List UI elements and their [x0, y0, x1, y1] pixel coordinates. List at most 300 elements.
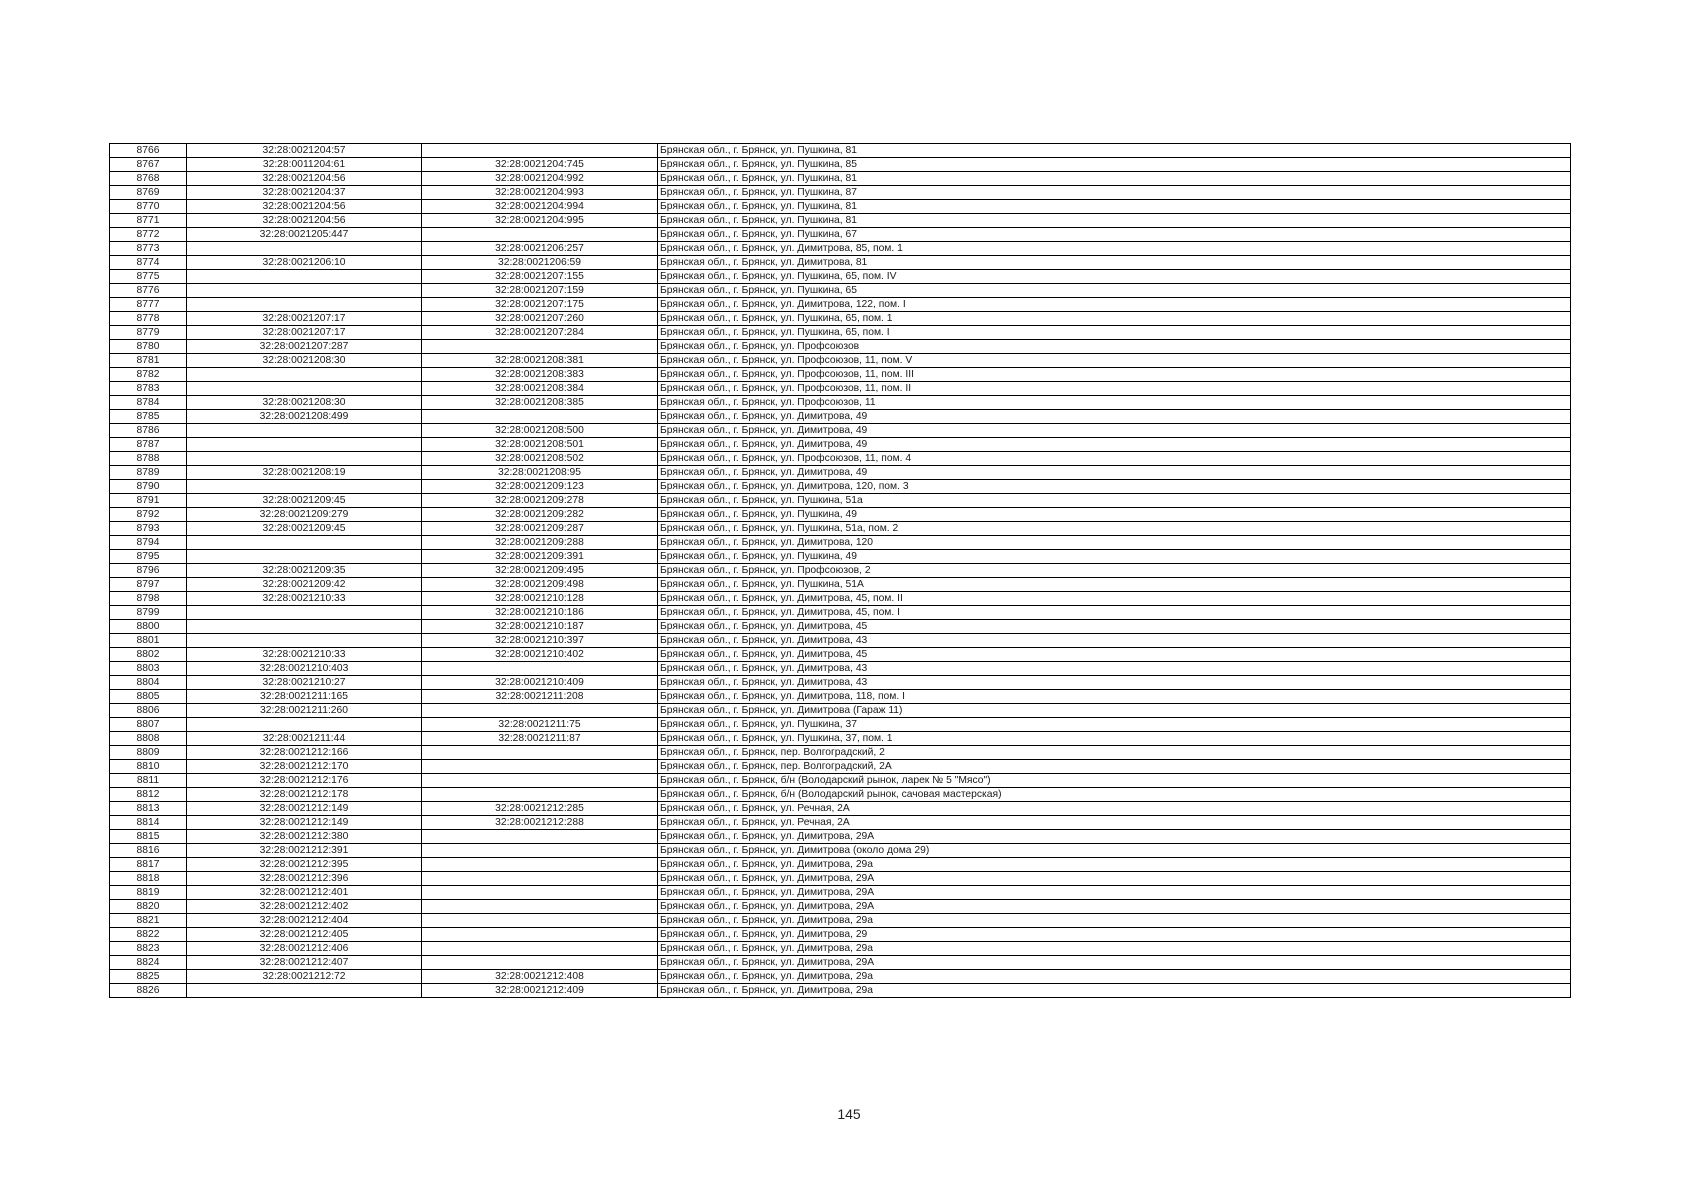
address-cell: Брянская обл., г. Брянск, б/н (Володарский рынок, ларек № 5 "Мясо"): [658, 774, 1571, 788]
land-cadastral-number-cell: 32:28:0021204:56: [187, 200, 422, 214]
table-row: [110, 690, 1571, 704]
address-cell: Брянская обл., г. Брянск, ул. Речная, 2А: [658, 802, 1571, 816]
table-row: [110, 340, 1571, 354]
address-cell: Брянская обл., г. Брянск, ул. Димитрова, 45: [658, 648, 1571, 662]
land-cadastral-number-cell: [187, 480, 422, 494]
land-cadastral-number-cell: [187, 298, 422, 312]
address-cell: Брянская обл., г. Брянск, ул. Димитрова, 49: [658, 466, 1571, 480]
row-number-cell: 8826: [110, 984, 187, 998]
table-row: [110, 480, 1571, 494]
object-cadastral-number-cell: 32:28:0021206:257: [422, 242, 658, 256]
table-row: [110, 858, 1571, 872]
table-row: [110, 760, 1571, 774]
land-cadastral-number-cell: [187, 536, 422, 550]
land-cadastral-number-cell: [187, 550, 422, 564]
address-cell: Брянская обл., г. Брянск, ул. Профсоюзов, 11, пом. V: [658, 354, 1571, 368]
table-row: [110, 704, 1571, 718]
address-cell: Брянская обл., г. Брянск, ул. Пушкина, 49: [658, 550, 1571, 564]
table-row: [110, 746, 1571, 760]
object-cadastral-number-cell: 32:28:0021208:381: [422, 354, 658, 368]
row-number-cell: 8803: [110, 662, 187, 676]
object-cadastral-number-cell: [422, 914, 658, 928]
row-number-cell: 8778: [110, 312, 187, 326]
table-row: [110, 466, 1571, 480]
table-row: [110, 550, 1571, 564]
row-number-cell: 8809: [110, 746, 187, 760]
object-cadastral-number-cell: 32:28:0021209:123: [422, 480, 658, 494]
object-cadastral-number-cell: [422, 956, 658, 970]
land-cadastral-number-cell: 32:28:0021212:178: [187, 788, 422, 802]
address-cell: Брянская обл., г. Брянск, ул. Димитрова, 120: [658, 536, 1571, 550]
address-cell: Брянская обл., г. Брянск, ул. Пушкина, 51а: [658, 494, 1571, 508]
address-cell: Брянская обл., г. Брянск, ул. Пушкина, 67: [658, 228, 1571, 242]
address-cell: Брянская обл., г. Брянск, ул. Пушкина, 81: [658, 214, 1571, 228]
page-number: 145: [837, 1106, 861, 1122]
land-cadastral-number-cell: 32:28:0021204:56: [187, 172, 422, 186]
land-cadastral-number-cell: 32:28:0021204:57: [187, 144, 422, 158]
table-row: [110, 522, 1571, 536]
row-number-cell: 8772: [110, 228, 187, 242]
address-cell: Брянская обл., г. Брянск, ул. Димитрова, 49: [658, 410, 1571, 424]
object-cadastral-number-cell: 32:28:0021210:128: [422, 592, 658, 606]
land-cadastral-number-cell: 32:28:0021211:165: [187, 690, 422, 704]
address-cell: Брянская обл., г. Брянск, ул. Пушкина, 65, пом. 1: [658, 312, 1571, 326]
row-number-cell: 8788: [110, 452, 187, 466]
object-cadastral-number-cell: 32:28:0021208:95: [422, 466, 658, 480]
address-cell: Брянская обл., г. Брянск, ул. Речная, 2А: [658, 816, 1571, 830]
table-row: [110, 438, 1571, 452]
row-number-cell: 8785: [110, 410, 187, 424]
address-cell: Брянская обл., г. Брянск, ул. Димитрова, 118, пом. I: [658, 690, 1571, 704]
table-row: [110, 298, 1571, 312]
object-cadastral-number-cell: 32:28:0021204:992: [422, 172, 658, 186]
object-cadastral-number-cell: 32:28:0021210:186: [422, 606, 658, 620]
row-number-cell: 8798: [110, 592, 187, 606]
object-cadastral-number-cell: 32:28:0021208:500: [422, 424, 658, 438]
table-row: [110, 662, 1571, 676]
table-row: [110, 578, 1571, 592]
land-cadastral-number-cell: 32:28:0021212:380: [187, 830, 422, 844]
row-number-cell: 8824: [110, 956, 187, 970]
table-row: [110, 718, 1571, 732]
address-cell: Брянская обл., г. Брянск, ул. Пушкина, 81: [658, 200, 1571, 214]
object-cadastral-number-cell: 32:28:0021207:155: [422, 270, 658, 284]
land-cadastral-number-cell: 32:28:0021204:56: [187, 214, 422, 228]
object-cadastral-number-cell: 32:28:0021211:208: [422, 690, 658, 704]
object-cadastral-number-cell: 32:28:0021209:287: [422, 522, 658, 536]
land-cadastral-number-cell: 32:28:0011204:61: [187, 158, 422, 172]
land-cadastral-number-cell: 32:28:0021212:405: [187, 928, 422, 942]
row-number-cell: 8815: [110, 830, 187, 844]
table-row: [110, 676, 1571, 690]
object-cadastral-number-cell: 32:28:0021208:383: [422, 368, 658, 382]
row-number-cell: 8787: [110, 438, 187, 452]
row-number-cell: 8769: [110, 186, 187, 200]
object-cadastral-number-cell: [422, 942, 658, 956]
row-number-cell: 8780: [110, 340, 187, 354]
land-cadastral-number-cell: 32:28:0021211:260: [187, 704, 422, 718]
address-cell: Брянская обл., г. Брянск, ул. Димитрова, 43: [658, 634, 1571, 648]
address-cell: Брянская обл., г. Брянск, ул. Димитрова (около дома 29): [658, 844, 1571, 858]
address-cell: Брянская обл., г. Брянск, ул. Димитрова, 49: [658, 438, 1571, 452]
table-row: [110, 802, 1571, 816]
object-cadastral-number-cell: 32:28:0021204:745: [422, 158, 658, 172]
object-cadastral-number-cell: [422, 900, 658, 914]
land-cadastral-number-cell: 32:28:0021209:45: [187, 522, 422, 536]
address-cell: Брянская обл., г. Брянск, ул. Димитрова, 49: [658, 424, 1571, 438]
address-cell: Брянская обл., г. Брянск, ул. Профсоюзов, 11, пом. III: [658, 368, 1571, 382]
object-cadastral-number-cell: 32:28:0021211:87: [422, 732, 658, 746]
table-row: [110, 620, 1571, 634]
object-cadastral-number-cell: 32:28:0021206:59: [422, 256, 658, 270]
row-number-cell: 8775: [110, 270, 187, 284]
table-row: [110, 242, 1571, 256]
table-row: [110, 564, 1571, 578]
object-cadastral-number-cell: [422, 928, 658, 942]
object-cadastral-number-cell: [422, 746, 658, 760]
row-number-cell: 8776: [110, 284, 187, 298]
address-cell: Брянская обл., г. Брянск, ул. Пушкина, 37: [658, 718, 1571, 732]
table-row: [110, 228, 1571, 242]
row-number-cell: 8784: [110, 396, 187, 410]
table-row: [110, 508, 1571, 522]
table-row: [110, 788, 1571, 802]
row-number-cell: 8812: [110, 788, 187, 802]
address-cell: Брянская обл., г. Брянск, ул. Димитрова, 122, пом. I: [658, 298, 1571, 312]
address-cell: Брянская обл., г. Брянск, ул. Димитрова, 85, пом. 1: [658, 242, 1571, 256]
row-number-cell: 8767: [110, 158, 187, 172]
address-cell: Брянская обл., г. Брянск, ул. Пушкина, 51А: [658, 578, 1571, 592]
land-cadastral-number-cell: 32:28:0021212:149: [187, 816, 422, 830]
object-cadastral-number-cell: [422, 844, 658, 858]
object-cadastral-number-cell: 32:28:0021209:282: [422, 508, 658, 522]
object-cadastral-number-cell: 32:28:0021212:285: [422, 802, 658, 816]
land-cadastral-number-cell: 32:28:0021212:149: [187, 802, 422, 816]
address-cell: Брянская обл., г. Брянск, ул. Димитрова, 29а: [658, 970, 1571, 984]
table-row: [110, 214, 1571, 228]
table-row: [110, 844, 1571, 858]
land-cadastral-number-cell: 32:28:0021209:45: [187, 494, 422, 508]
land-cadastral-number-cell: 32:28:0021209:279: [187, 508, 422, 522]
row-number-cell: 8801: [110, 634, 187, 648]
object-cadastral-number-cell: 32:28:0021204:995: [422, 214, 658, 228]
row-number-cell: 8804: [110, 676, 187, 690]
row-number-cell: 8810: [110, 760, 187, 774]
land-cadastral-number-cell: [187, 620, 422, 634]
row-number-cell: 8794: [110, 536, 187, 550]
address-cell: Брянская обл., г. Брянск, ул. Профсоюзов, 11, пом. 4: [658, 452, 1571, 466]
object-cadastral-number-cell: [422, 788, 658, 802]
object-cadastral-number-cell: 32:28:0021207:159: [422, 284, 658, 298]
land-cadastral-number-cell: 32:28:0021212:406: [187, 942, 422, 956]
address-cell: Брянская обл., г. Брянск, ул. Пушкина, 51а, пом. 2: [658, 522, 1571, 536]
address-cell: Брянская обл., г. Брянск, пер. Волгоградский, 2А: [658, 760, 1571, 774]
object-cadastral-number-cell: 32:28:0021210:397: [422, 634, 658, 648]
address-cell: Брянская обл., г. Брянск, ул. Профсоюзов, 11: [658, 396, 1571, 410]
object-cadastral-number-cell: 32:28:0021204:993: [422, 186, 658, 200]
object-cadastral-number-cell: 32:28:0021210:409: [422, 676, 658, 690]
row-number-cell: 8819: [110, 886, 187, 900]
land-cadastral-number-cell: 32:28:0021212:396: [187, 872, 422, 886]
object-cadastral-number-cell: 32:28:0021207:284: [422, 326, 658, 340]
row-number-cell: 8781: [110, 354, 187, 368]
address-cell: Брянская обл., г. Брянск, ул. Профсоюзов: [658, 340, 1571, 354]
object-cadastral-number-cell: 32:28:0021209:288: [422, 536, 658, 550]
object-cadastral-number-cell: [422, 144, 658, 158]
row-number-cell: 8792: [110, 508, 187, 522]
row-number-cell: 8808: [110, 732, 187, 746]
object-cadastral-number-cell: [422, 340, 658, 354]
address-cell: Брянская обл., г. Брянск, ул. Пушкина, 37, пом. 1: [658, 732, 1571, 746]
object-cadastral-number-cell: 32:28:0021209:495: [422, 564, 658, 578]
address-cell: Брянская обл., г. Брянск, ул. Пушкина, 85: [658, 158, 1571, 172]
object-cadastral-number-cell: 32:28:0021212:408: [422, 970, 658, 984]
object-cadastral-number-cell: 32:28:0021208:502: [422, 452, 658, 466]
table-row: [110, 158, 1571, 172]
object-cadastral-number-cell: 32:28:0021208:501: [422, 438, 658, 452]
land-cadastral-number-cell: 32:28:0021208:499: [187, 410, 422, 424]
table-row: [110, 914, 1571, 928]
row-number-cell: 8796: [110, 564, 187, 578]
address-cell: Брянская обл., г. Брянск, ул. Димитрова, 29А: [658, 956, 1571, 970]
row-number-cell: 8811: [110, 774, 187, 788]
object-cadastral-number-cell: [422, 858, 658, 872]
address-cell: Брянская обл., г. Брянск, ул. Димитрова, 29А: [658, 900, 1571, 914]
object-cadastral-number-cell: 32:28:0021208:384: [422, 382, 658, 396]
row-number-cell: 8814: [110, 816, 187, 830]
address-cell: Брянская обл., г. Брянск, ул. Димитрова, 43: [658, 676, 1571, 690]
table-row: [110, 494, 1571, 508]
table-row: [110, 956, 1571, 970]
address-cell: Брянская обл., г. Брянск, ул. Димитрова, 29А: [658, 830, 1571, 844]
row-number-cell: 8771: [110, 214, 187, 228]
object-cadastral-number-cell: [422, 228, 658, 242]
land-cadastral-number-cell: 32:28:0021211:44: [187, 732, 422, 746]
address-cell: Брянская обл., г. Брянск, ул. Профсоюзов, 2: [658, 564, 1571, 578]
land-cadastral-number-cell: [187, 368, 422, 382]
row-number-cell: 8774: [110, 256, 187, 270]
land-cadastral-number-cell: [187, 270, 422, 284]
address-cell: Брянская обл., г. Брянск, ул. Димитрова, 45, пом. II: [658, 592, 1571, 606]
object-cadastral-number-cell: 32:28:0021209:391: [422, 550, 658, 564]
row-number-cell: 8807: [110, 718, 187, 732]
table-row: [110, 186, 1571, 200]
table-row: [110, 172, 1571, 186]
row-number-cell: 8823: [110, 942, 187, 956]
row-number-cell: 8770: [110, 200, 187, 214]
table-row: [110, 872, 1571, 886]
row-number-cell: 8822: [110, 928, 187, 942]
table-row: [110, 144, 1571, 158]
address-cell: Брянская обл., г. Брянск, ул. Пушкина, 81: [658, 144, 1571, 158]
object-cadastral-number-cell: 32:28:0021207:260: [422, 312, 658, 326]
object-cadastral-number-cell: [422, 760, 658, 774]
table-row: [110, 368, 1571, 382]
object-cadastral-number-cell: 32:28:0021210:402: [422, 648, 658, 662]
table-row: [110, 200, 1571, 214]
row-number-cell: 8818: [110, 872, 187, 886]
row-number-cell: 8799: [110, 606, 187, 620]
row-number-cell: 8806: [110, 704, 187, 718]
table-row: [110, 312, 1571, 326]
table-row: [110, 774, 1571, 788]
address-cell: Брянская обл., г. Брянск, ул. Димитрова, 45, пом. I: [658, 606, 1571, 620]
land-cadastral-number-cell: 32:28:0021212:402: [187, 900, 422, 914]
land-cadastral-number-cell: 32:28:0021208:30: [187, 354, 422, 368]
address-cell: Брянская обл., г. Брянск, ул. Димитрова, 29А: [658, 872, 1571, 886]
table-row: [110, 942, 1571, 956]
object-cadastral-number-cell: [422, 774, 658, 788]
table-row: [110, 382, 1571, 396]
address-cell: Брянская обл., г. Брянск, ул. Пушкина, 49: [658, 508, 1571, 522]
row-number-cell: 8783: [110, 382, 187, 396]
address-cell: Брянская обл., г. Брянск, ул. Димитрова, 29А: [658, 886, 1571, 900]
object-cadastral-number-cell: [422, 704, 658, 718]
row-number-cell: 8791: [110, 494, 187, 508]
table-row: [110, 284, 1571, 298]
address-cell: Брянская обл., г. Брянск, ул. Димитрова (Гараж 11): [658, 704, 1571, 718]
row-number-cell: 8766: [110, 144, 187, 158]
table-row: [110, 396, 1571, 410]
land-cadastral-number-cell: [187, 424, 422, 438]
land-cadastral-number-cell: 32:28:0021208:30: [187, 396, 422, 410]
table-row: [110, 886, 1571, 900]
land-cadastral-number-cell: 32:28:0021212:72: [187, 970, 422, 984]
table-row: [110, 536, 1571, 550]
land-cadastral-number-cell: [187, 242, 422, 256]
table-row: [110, 984, 1571, 998]
land-cadastral-number-cell: 32:28:0021207:17: [187, 312, 422, 326]
address-cell: Брянская обл., г. Брянск, ул. Димитрова, 29а: [658, 914, 1571, 928]
registry-table-body: [110, 144, 1571, 998]
address-cell: Брянская обл., г. Брянск, ул. Димитрова, 43: [658, 662, 1571, 676]
row-number-cell: 8782: [110, 368, 187, 382]
land-cadastral-number-cell: 32:28:0021212:395: [187, 858, 422, 872]
address-cell: Брянская обл., г. Брянск, ул. Димитрова, 45: [658, 620, 1571, 634]
land-cadastral-number-cell: [187, 382, 422, 396]
land-cadastral-number-cell: 32:28:0021212:176: [187, 774, 422, 788]
object-cadastral-number-cell: 32:28:0021209:278: [422, 494, 658, 508]
land-cadastral-number-cell: [187, 634, 422, 648]
address-cell: Брянская обл., г. Брянск, ул. Пушкина, 81: [658, 172, 1571, 186]
row-number-cell: 8786: [110, 424, 187, 438]
object-cadastral-number-cell: [422, 662, 658, 676]
address-cell: Брянская обл., г. Брянск, ул. Димитрова, 120, пом. 3: [658, 480, 1571, 494]
address-cell: Брянская обл., г. Брянск, ул. Пушкина, 65: [658, 284, 1571, 298]
object-cadastral-number-cell: [422, 872, 658, 886]
table-row: [110, 606, 1571, 620]
land-cadastral-number-cell: 32:28:0021210:33: [187, 648, 422, 662]
object-cadastral-number-cell: 32:28:0021204:994: [422, 200, 658, 214]
table-row: [110, 634, 1571, 648]
address-cell: Брянская обл., г. Брянск, ул. Димитрова, 29: [658, 928, 1571, 942]
address-cell: Брянская обл., г. Брянск, б/н (Володарский рынок, сачовая мастерская): [658, 788, 1571, 802]
land-cadastral-number-cell: 32:28:0021207:17: [187, 326, 422, 340]
address-cell: Брянская обл., г. Брянск, ул. Димитрова, 29а: [658, 942, 1571, 956]
row-number-cell: 8768: [110, 172, 187, 186]
land-cadastral-number-cell: [187, 284, 422, 298]
row-number-cell: 8802: [110, 648, 187, 662]
object-cadastral-number-cell: 32:28:0021210:187: [422, 620, 658, 634]
address-cell: Брянская обл., г. Брянск, ул. Пушкина, 87: [658, 186, 1571, 200]
land-cadastral-number-cell: 32:28:0021212:404: [187, 914, 422, 928]
row-number-cell: 8790: [110, 480, 187, 494]
row-number-cell: 8816: [110, 844, 187, 858]
table-row: [110, 830, 1571, 844]
row-number-cell: 8805: [110, 690, 187, 704]
row-number-cell: 8800: [110, 620, 187, 634]
table-row: [110, 900, 1571, 914]
table-row: [110, 928, 1571, 942]
land-cadastral-number-cell: 32:28:0021204:37: [187, 186, 422, 200]
row-number-cell: 8793: [110, 522, 187, 536]
address-cell: Брянская обл., г. Брянск, ул. Димитрова, 29а: [658, 858, 1571, 872]
address-cell: Брянская обл., г. Брянск, ул. Димитрова, 29а: [658, 984, 1571, 998]
object-cadastral-number-cell: [422, 410, 658, 424]
table-row: [110, 410, 1571, 424]
address-cell: Брянская обл., г. Брянск, пер. Волгоградский, 2: [658, 746, 1571, 760]
land-cadastral-number-cell: 32:28:0021209:42: [187, 578, 422, 592]
table-row: [110, 970, 1571, 984]
row-number-cell: 8825: [110, 970, 187, 984]
object-cadastral-number-cell: 32:28:0021207:175: [422, 298, 658, 312]
address-cell: Брянская обл., г. Брянск, ул. Димитрова, 81: [658, 256, 1571, 270]
address-cell: Брянская обл., г. Брянск, ул. Пушкина, 65, пом. IV: [658, 270, 1571, 284]
land-cadastral-number-cell: [187, 452, 422, 466]
land-cadastral-number-cell: 32:28:0021205:447: [187, 228, 422, 242]
row-number-cell: 8773: [110, 242, 187, 256]
table-row: [110, 424, 1571, 438]
object-cadastral-number-cell: 32:28:0021212:409: [422, 984, 658, 998]
land-cadastral-number-cell: 32:28:0021210:33: [187, 592, 422, 606]
object-cadastral-number-cell: [422, 830, 658, 844]
table-row: [110, 816, 1571, 830]
row-number-cell: 8797: [110, 578, 187, 592]
table-row: [110, 354, 1571, 368]
land-cadastral-number-cell: 32:28:0021209:35: [187, 564, 422, 578]
table-row: [110, 452, 1571, 466]
object-cadastral-number-cell: [422, 886, 658, 900]
land-cadastral-number-cell: 32:28:0021207:287: [187, 340, 422, 354]
land-cadastral-number-cell: 32:28:0021212:170: [187, 760, 422, 774]
row-number-cell: 8821: [110, 914, 187, 928]
table-row: [110, 270, 1571, 284]
row-number-cell: 8779: [110, 326, 187, 340]
table-row: [110, 326, 1571, 340]
land-cadastral-number-cell: [187, 984, 422, 998]
object-cadastral-number-cell: 32:28:0021209:498: [422, 578, 658, 592]
table-row: [110, 592, 1571, 606]
land-cadastral-number-cell: 32:28:0021210:27: [187, 676, 422, 690]
object-cadastral-number-cell: 32:28:0021212:288: [422, 816, 658, 830]
land-cadastral-number-cell: 32:28:0021208:19: [187, 466, 422, 480]
address-cell: Брянская обл., г. Брянск, ул. Пушкина, 65, пом. I: [658, 326, 1571, 340]
row-number-cell: 8795: [110, 550, 187, 564]
land-cadastral-number-cell: [187, 606, 422, 620]
row-number-cell: 8813: [110, 802, 187, 816]
row-number-cell: 8777: [110, 298, 187, 312]
land-cadastral-number-cell: 32:28:0021212:407: [187, 956, 422, 970]
land-cadastral-number-cell: 32:28:0021206:10: [187, 256, 422, 270]
row-number-cell: 8820: [110, 900, 187, 914]
land-cadastral-number-cell: 32:28:0021212:391: [187, 844, 422, 858]
land-cadastral-number-cell: 32:28:0021212:401: [187, 886, 422, 900]
row-number-cell: 8789: [110, 466, 187, 480]
row-number-cell: 8817: [110, 858, 187, 872]
object-cadastral-number-cell: 32:28:0021208:385: [422, 396, 658, 410]
land-cadastral-number-cell: 32:28:0021210:403: [187, 662, 422, 676]
land-cadastral-number-cell: [187, 718, 422, 732]
